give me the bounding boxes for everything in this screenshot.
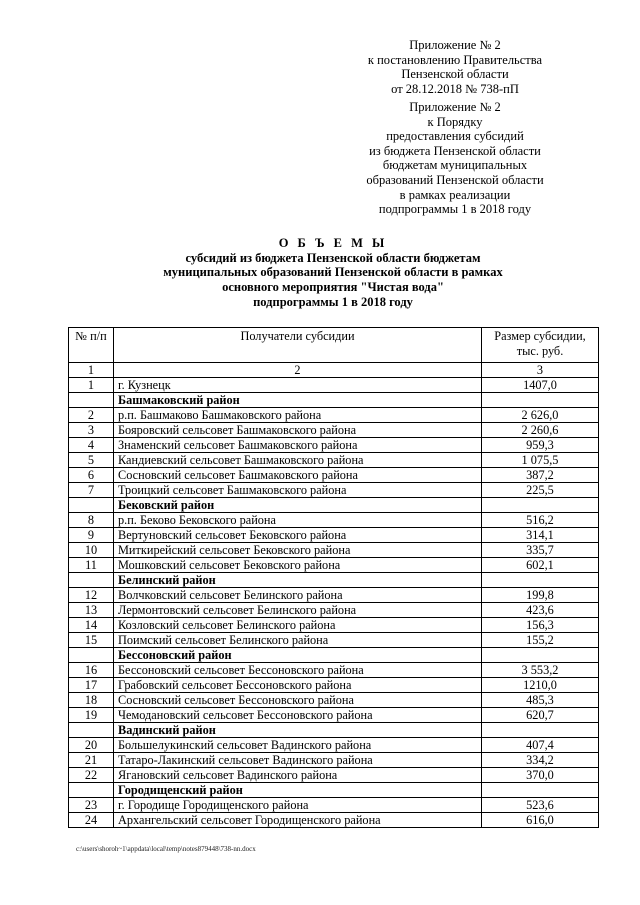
table-row [69, 483, 599, 498]
subsidy-amount: 516,2 [482, 513, 599, 528]
subsidy-amount: 485,3 [482, 693, 599, 708]
row-number: 16 [69, 663, 114, 678]
recipient-name: Чемодановский сельсовет Бессоновского района [114, 708, 482, 723]
subsidy-amount [482, 648, 599, 663]
table-row [69, 468, 599, 483]
table-row [69, 513, 599, 528]
recipient-name: Бояровский сельсовет Башмаковского района [114, 423, 482, 438]
row-number: 24 [69, 813, 114, 828]
appendix-decree-block [330, 38, 580, 96]
header-recipient: Получатели субсидии [114, 328, 482, 363]
subsidy-amount: 334,2 [482, 753, 599, 768]
subsidy-amount: 523,6 [482, 798, 599, 813]
recipient-name: Миткирейский сельсовет Бековского района [114, 543, 482, 558]
subsidy-amount [482, 498, 599, 513]
recipient-name: Сосновский сельсовет Башмаковского района [114, 468, 482, 483]
table-row [69, 558, 599, 573]
table-row [69, 618, 599, 633]
subsidy-amount: 156,3 [482, 618, 599, 633]
column-number: 2 [114, 363, 482, 378]
recipient-name: Троицкий сельсовет Башмаковского района [114, 483, 482, 498]
table-row [69, 603, 599, 618]
table-row [69, 708, 599, 723]
appendix-line: Приложение № 2 [409, 38, 501, 52]
subsidy-amount: 314,1 [482, 528, 599, 543]
title-line: муниципальных образований Пензенской области в рамках [163, 265, 503, 280]
subsidy-amount: 1210,0 [482, 678, 599, 693]
subsidy-amount: 2 260,6 [482, 423, 599, 438]
table-row [69, 438, 599, 453]
recipient-name: р.п. Башмаково Башмаковского района [114, 408, 482, 423]
row-number: 9 [69, 528, 114, 543]
table-header-row [69, 328, 599, 363]
title-line: субсидий из бюджета Пензенской области бюджетам [185, 250, 481, 265]
recipient-name: Мошковский сельсовет Бековского района [114, 558, 482, 573]
subsidy-amount: 2 626,0 [482, 408, 599, 423]
row-number: 6 [69, 468, 114, 483]
district-name: Вадинский район [114, 723, 482, 738]
appendix-line: Пензенской области [401, 67, 509, 82]
table-row [69, 768, 599, 783]
subsidy-amount: 1 075,5 [482, 453, 599, 468]
subsidy-amount: 225,5 [482, 483, 599, 498]
row-number: 13 [69, 603, 114, 618]
recipient-name: Козловский сельсовет Белинского района [114, 618, 482, 633]
recipient-name: Сосновский сельсовет Бессоновского района [114, 693, 482, 708]
subsidy-amount: 335,7 [482, 543, 599, 558]
row-number [69, 393, 114, 408]
subsidy-amount: 1407,0 [482, 378, 599, 393]
row-number: 14 [69, 618, 114, 633]
column-number: 1 [69, 363, 114, 378]
recipient-name: р.п. Беково Бековского района [114, 513, 482, 528]
district-name: Городищенский район [114, 783, 482, 798]
header-number: № п/п [69, 328, 114, 363]
appendix-line: из бюджета Пензенской области [369, 143, 541, 158]
file-path-footer: c:\users\shoroh~1\appdata\local\temp\notes879448\738-nn.docx [76, 845, 256, 853]
subsidy-amount: 3 553,2 [482, 663, 599, 678]
row-number: 20 [69, 738, 114, 753]
title-heading: О Б Ъ Е М Ы [278, 236, 388, 250]
recipient-name: Поимский сельсовет Белинского района [114, 633, 482, 648]
appendix-line: образований Пензенской области [366, 172, 544, 187]
district-name: Бессоновский район [114, 648, 482, 663]
subsidy-amount: 407,4 [482, 738, 599, 753]
subsidy-amount [482, 573, 599, 588]
appendix-order-block [330, 100, 580, 217]
title-line: подпрограммы 1 в 2018 году [253, 294, 413, 309]
row-number: 3 [69, 423, 114, 438]
table-row [69, 408, 599, 423]
table-row [69, 678, 599, 693]
subsidy-amount: 620,7 [482, 708, 599, 723]
district-row [69, 393, 599, 408]
table-row [69, 528, 599, 543]
document-title [68, 236, 598, 310]
title-line: основного мероприятия "Чистая вода" [222, 280, 444, 295]
table-row [69, 753, 599, 768]
appendix-line: предоставления субсидий [386, 129, 524, 144]
row-number: 7 [69, 483, 114, 498]
table-row [69, 813, 599, 828]
subsidy-amount: 199,8 [482, 588, 599, 603]
district-name: Башмаковский район [114, 393, 482, 408]
row-number: 23 [69, 798, 114, 813]
district-row [69, 573, 599, 588]
recipient-name: Лермонтовский сельсовет Белинского района [114, 603, 482, 618]
recipient-name: Бессоновский сельсовет Бессоновского района [114, 663, 482, 678]
row-number: 17 [69, 678, 114, 693]
row-number: 4 [69, 438, 114, 453]
column-number-row [69, 363, 599, 378]
row-number: 2 [69, 408, 114, 423]
row-number: 12 [69, 588, 114, 603]
table-row [69, 633, 599, 648]
table-row [69, 798, 599, 813]
recipient-name: г. Кузнецк [114, 378, 482, 393]
row-number: 15 [69, 633, 114, 648]
recipient-name: г. Городище Городищенского района [114, 798, 482, 813]
row-number: 22 [69, 768, 114, 783]
subsidy-amount [482, 783, 599, 798]
table-row [69, 738, 599, 753]
appendix-line: к Порядку [427, 114, 483, 129]
subsidy-amount: 387,2 [482, 468, 599, 483]
subsidy-amount [482, 723, 599, 738]
district-row [69, 498, 599, 513]
recipient-name: Волчковский сельсовет Белинского района [114, 588, 482, 603]
district-name: Бековский район [114, 498, 482, 513]
row-number: 19 [69, 708, 114, 723]
table-row [69, 588, 599, 603]
row-number [69, 573, 114, 588]
district-name: Белинский район [114, 573, 482, 588]
column-number: 3 [482, 363, 599, 378]
table-row [69, 423, 599, 438]
appendix-line: к постановлению Правительства [367, 52, 543, 67]
recipient-name: Большелукинский сельсовет Вадинского района [114, 738, 482, 753]
recipient-name: Знаменский сельсовет Башмаковского района [114, 438, 482, 453]
row-number: 11 [69, 558, 114, 573]
row-number [69, 648, 114, 663]
row-number: 18 [69, 693, 114, 708]
row-number: 10 [69, 543, 114, 558]
recipient-name: Кандиевский сельсовет Башмаковского района [114, 453, 482, 468]
table-row [69, 693, 599, 708]
subsidy-amount: 423,6 [482, 603, 599, 618]
table-row [69, 453, 599, 468]
row-number [69, 498, 114, 513]
appendix-line: бюджетам муниципальных [382, 158, 528, 173]
appendix-line: Приложение № 2 [409, 100, 501, 114]
district-row [69, 783, 599, 798]
table-row [69, 663, 599, 678]
subsidy-amount: 370,0 [482, 768, 599, 783]
recipient-name: Грабовский сельсовет Бессоновского района [114, 678, 482, 693]
row-number: 8 [69, 513, 114, 528]
subsidy-amount: 616,0 [482, 813, 599, 828]
district-row [69, 723, 599, 738]
appendix-line: от 28.12.2018 № 738-пП [391, 81, 519, 96]
district-row [69, 648, 599, 663]
recipient-name: Ягановский сельсовет Вадинского района [114, 768, 482, 783]
appendix-line: подпрограммы 1 в 2018 году [378, 202, 532, 217]
table-row [69, 543, 599, 558]
recipient-name: Архангельский сельсовет Городищенского района [114, 813, 482, 828]
recipient-name: Татаро-Лакинский сельсовет Вадинского района [114, 753, 482, 768]
row-number: 21 [69, 753, 114, 768]
header-amount: Размер субсидии, тыс. руб. [482, 328, 599, 363]
row-number: 5 [69, 453, 114, 468]
row-number [69, 723, 114, 738]
appendix-line: в рамках реализации [399, 187, 511, 202]
subsidy-amount [482, 393, 599, 408]
subsidy-amount: 155,2 [482, 633, 599, 648]
row-number: 1 [69, 378, 114, 393]
subsidy-table [68, 327, 599, 828]
recipient-name: Вертуновский сельсовет Бековского района [114, 528, 482, 543]
subsidy-amount: 959,3 [482, 438, 599, 453]
row-number [69, 783, 114, 798]
table-row [69, 378, 599, 393]
subsidy-amount: 602,1 [482, 558, 599, 573]
